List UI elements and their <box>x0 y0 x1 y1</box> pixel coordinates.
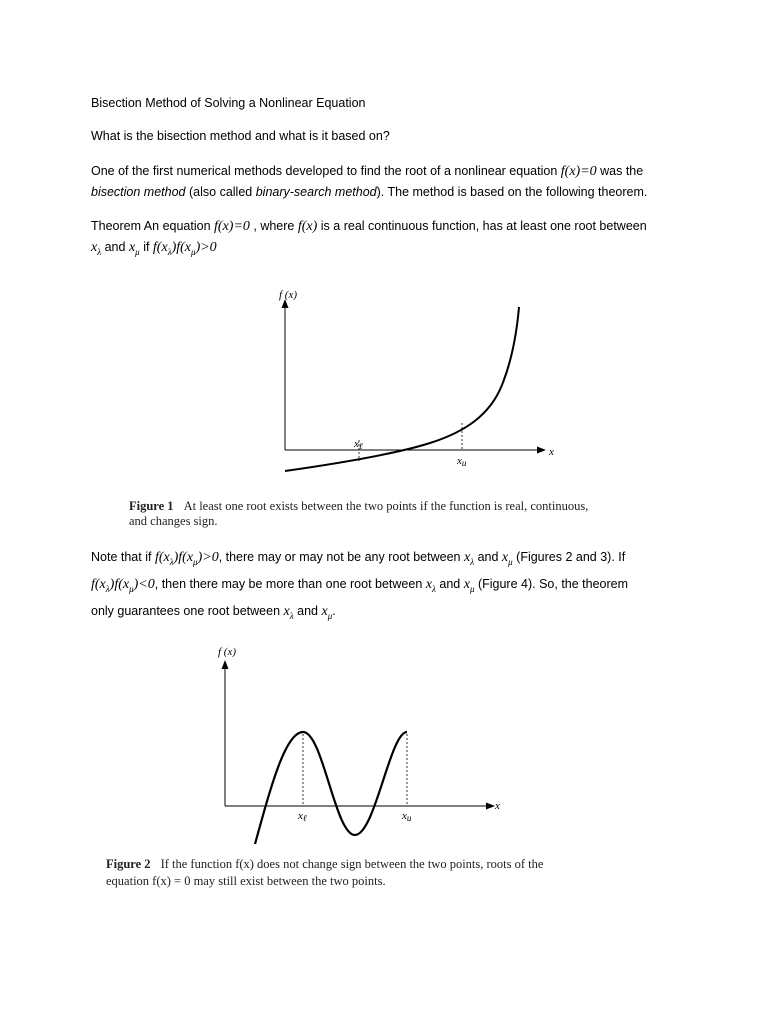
note-cond-positive: $f(x_\lambda)f(x_\mu)>0$ <box>154 550 219 567</box>
fig2-xlabel: x <box>495 800 500 812</box>
note-xu-3: $x_\mu$ <box>321 603 333 621</box>
fig1-x-arrow <box>537 447 546 454</box>
question-heading: What is the bisection method and what is it based on? <box>91 129 390 143</box>
fig1-xl-label: xℓ <box>354 438 363 451</box>
intro-text-4: (also called <box>189 185 253 199</box>
intro-text-2: was the <box>600 164 644 178</box>
note-text-1: Note that if <box>91 550 152 564</box>
fig2-y-arrow <box>222 660 229 669</box>
theorem-paragraph <box>91 216 691 262</box>
theorem-xu: $x_\mu$ <box>128 240 140 257</box>
note-text-5: , then there may be more than one root between <box>154 576 423 591</box>
note-text-4: (Figures 2 and 3). If <box>516 550 626 564</box>
note-xl-2: $x_\lambda$ <box>425 576 436 594</box>
note-xu-1: $x_\mu$ <box>501 550 513 567</box>
theorem-fx: f(x) <box>297 219 318 234</box>
theorem-text-4: and <box>104 240 126 254</box>
theorem-text-2: , where <box>253 219 295 233</box>
figure-1-graph <box>255 285 565 495</box>
fig2-xu-label: xu <box>402 810 412 823</box>
intro-paragraph <box>91 161 691 202</box>
fig1-caption-text-2: and changes sign. <box>129 514 218 528</box>
theorem-text-1: Theorem An equation <box>91 219 211 233</box>
figure-2-graph <box>205 640 515 855</box>
fig2-curve <box>255 732 407 844</box>
page-title: Bisection Method of Solving a Nonlinear Equation <box>91 96 366 110</box>
note-text-7: (Figure 4). So, the theorem <box>477 576 629 591</box>
theorem-text-5: if <box>143 240 150 254</box>
fig1-xu-label: xu <box>457 455 467 468</box>
intro-text-1: One of the first numerical methods developed to find the root of a nonlinear equation <box>91 164 558 178</box>
intro-text-6: ). The method is based on the following theorem. <box>376 185 648 199</box>
note-text-2: , there may or may not be any root between <box>218 550 461 564</box>
note-text-6: and <box>439 576 461 591</box>
fig1-caption-text: At least one root exists between the two points if the function is real, continuous, <box>183 499 589 513</box>
note-text-10: . <box>332 603 336 618</box>
theorem-equation: f(x)=0 <box>214 219 250 234</box>
theorem-condition: $f(x_\lambda)f(x_\mu)>0$ <box>152 240 217 257</box>
note-text-8: only guarantees one root between <box>91 603 281 618</box>
fig2-x-arrow <box>486 803 495 810</box>
note-xu-2: $x_\mu$ <box>463 576 475 594</box>
note-xl-3: $x_\lambda$ <box>283 603 294 621</box>
fig2-ylabel: f (x) <box>218 646 237 658</box>
note-xl-1: $x_\lambda$ <box>463 550 475 567</box>
fig2-caption-label: Figure 2 <box>106 857 151 871</box>
fig1-curve <box>285 307 519 471</box>
figure-1-caption <box>129 499 649 529</box>
note-paragraph <box>91 546 691 626</box>
fig2-xl-label: xℓ <box>298 810 307 823</box>
intro-term-binary-search: binary-search method <box>255 185 377 199</box>
theorem-xl: $x_\lambda$ <box>91 240 102 257</box>
figure-2-caption <box>106 856 656 890</box>
theorem-text-3: is a real continuous function, has at least one root between <box>320 219 647 233</box>
note-text-3: and <box>477 550 499 564</box>
fig2-caption-text-2: equation f(x) = 0 may still exist between the two points. <box>106 874 386 888</box>
intro-term-bisection: bisection method <box>91 185 186 199</box>
fig1-ylabel: f (x) <box>279 289 298 301</box>
note-cond-negative: $f(x_\lambda)f(x_\mu)<0$ <box>91 576 155 594</box>
note-text-9: and <box>297 603 318 618</box>
fig1-caption-label: Figure 1 <box>129 499 174 513</box>
fig2-caption-text: If the function f(x) does not change sign between the two points, roots of the <box>160 857 544 871</box>
equation-fx0: f(x)=0 <box>560 164 597 179</box>
fig1-xlabel: x <box>549 446 554 458</box>
